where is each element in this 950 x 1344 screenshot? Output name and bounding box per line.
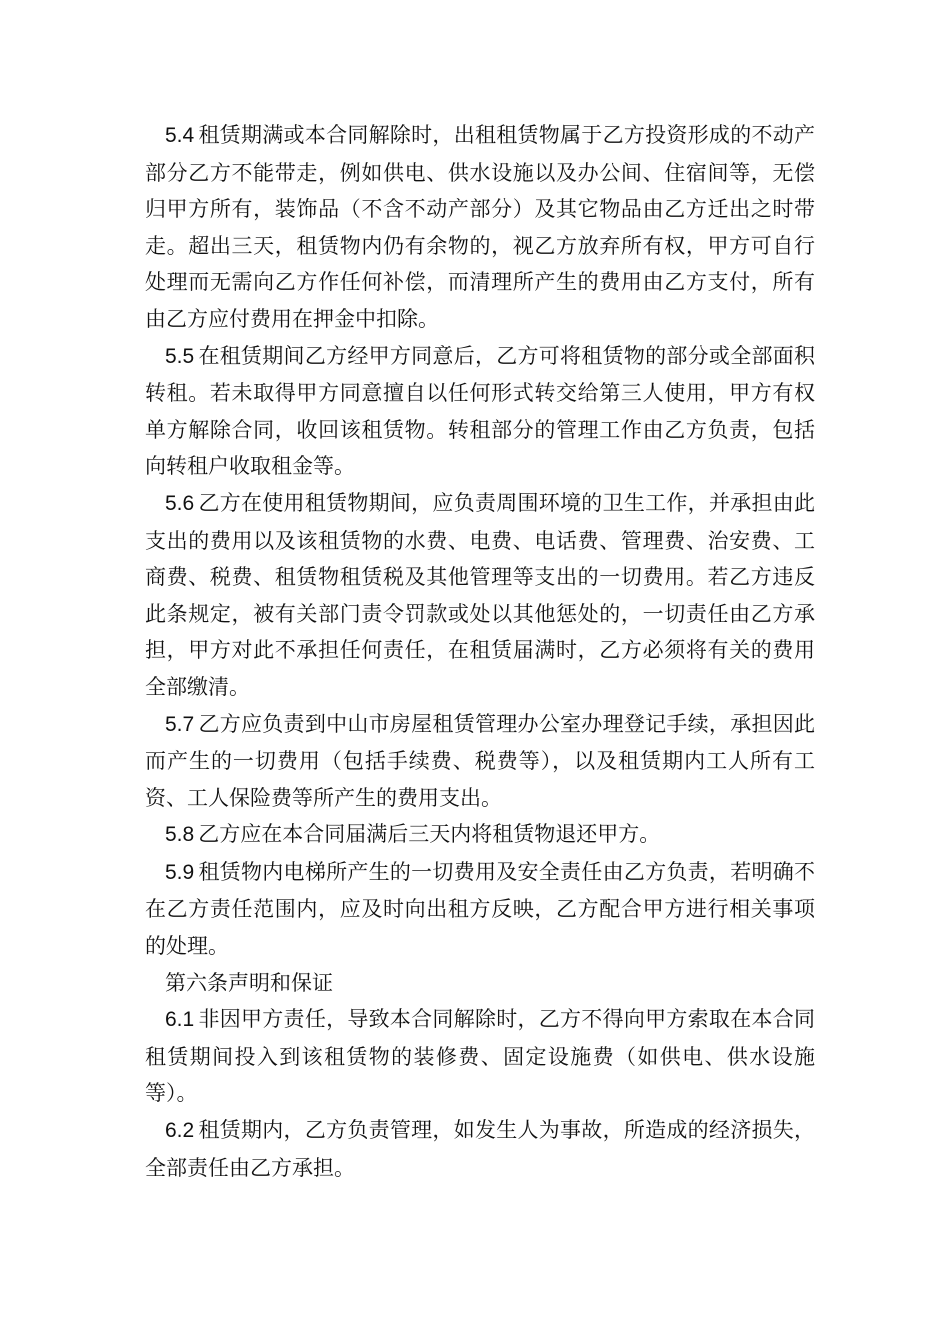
clause-number: 5.7: [165, 712, 195, 736]
clause-5-5: [145, 338, 815, 485]
clause-text: 乙方应负责到中山市房屋租赁管理办公室办理登记手续，承担因此而产生的一切费用（包括手续费、税费等），以及租赁期内工人所有工资、工人保险费等所产生的费用支出。: [145, 711, 815, 810]
clause-number: 5.5: [165, 344, 195, 368]
clause-number: 6.2: [165, 1119, 195, 1143]
clause-5-9: [145, 854, 815, 965]
clause-5-6: [145, 485, 815, 706]
clause-number: 5.9: [165, 860, 195, 884]
clause-text: 乙方应在本合同届满后三天内将租赁物退还甲方。: [198, 822, 661, 847]
clause-5-7: [145, 706, 815, 817]
clause-number: 5.4: [165, 124, 195, 147]
clause-number: 5.6: [165, 491, 195, 515]
section-heading: 第六条声明和保证: [165, 970, 333, 995]
clause-5-4: [145, 117, 815, 338]
document-page: [145, 117, 815, 1186]
clause-text: 租赁期满或本合同解除时，出租租赁物属于乙方投资形成的不动产部分乙方不能带走，例如供电、供水设施以及办公间、住宿间等，无偿归甲方所有，装饰品（不含不动产部分）及其它物品由乙方迁出之时带走。超出三天，租赁物内仍有余物的，视乙方放弃所有权，甲方可自行处理而无需向乙方作任何补偿，而清理所产生的费用由乙方支付，所有由乙方应付费用在押金中扣除。: [145, 123, 815, 331]
clause-number: 6.1: [165, 1008, 195, 1032]
clause-text: 租赁物内电梯所产生的一切费用及安全责任由乙方负责，若明确不在乙方责任范围内，应及时向出租方反映，乙方配合甲方进行相关事项的处理。: [145, 859, 815, 959]
clause-text: 在租赁期间乙方经甲方同意后，乙方可将租赁物的部分或全部面积转租。若未取得甲方同意擅自以任何形式转交给第三人使用，甲方有权单方解除合同，收回该租赁物。转租部分的管理工作由乙方负责，包括向转租户收取租金等。: [145, 343, 815, 479]
clause-6-2: [145, 1112, 815, 1186]
clause-5-8: [145, 816, 815, 854]
clause-6-1: [145, 1001, 815, 1112]
clause-text: 乙方在使用租赁物期间，应负责周围环境的卫生工作，并承担由此支出的费用以及该租赁物的水费、电费、电话费、管理费、治安费、工商费、税费、租赁物租赁税及其他管理等支出的一切费用。若乙方违反此条规定，被有关部门责令罚款或处以其他惩处的，一切责任由乙方承担，甲方对此不承担任何责任，在租赁届满时，乙方必须将有关的费用全部缴清。: [145, 490, 815, 699]
clause-text: 非因甲方责任，导致本合同解除时，乙方不得向甲方索取在本合同租赁期间投入到该租赁物的装修费、固定设施费（如供电、供水设施等）。: [145, 1007, 815, 1106]
clause-text: 租赁期内，乙方负责管理，如发生人为事故，所造成的经济损失，全部责任由乙方承担。: [145, 1118, 815, 1180]
clause-number: 5.8: [165, 823, 195, 847]
